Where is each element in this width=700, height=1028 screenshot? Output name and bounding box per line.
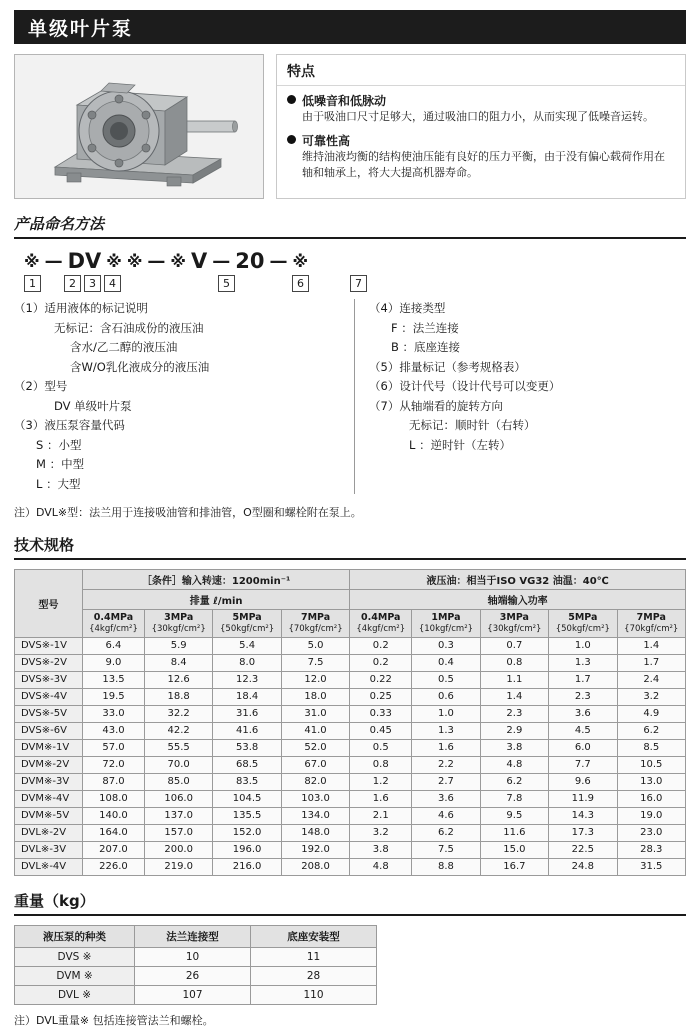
spec-cell-power: 0.3 — [412, 637, 480, 654]
spec-cell-power: 1.2 — [350, 773, 412, 790]
naming-legend — [14, 299, 686, 494]
spec-cell-model: DVM※-1V — [15, 739, 83, 756]
spec-group-conditions: ［条件］输入转速：1200min⁻¹ — [83, 570, 350, 590]
code-marker-2: 2 — [64, 275, 81, 292]
spec-cell-power: 4.8 — [480, 756, 548, 773]
spec-cell-flow: 32.2 — [144, 705, 212, 722]
code-marker-7: 7 — [350, 275, 367, 292]
spec-cell-power: 7.8 — [480, 790, 548, 807]
weight-col-base: 底座安装型 — [251, 925, 377, 947]
spec-table-body — [15, 637, 686, 875]
spec-cell-power: 1.3 — [412, 722, 480, 739]
spec-cell-power: 1.7 — [549, 671, 617, 688]
spec-cell-power: 0.5 — [412, 671, 480, 688]
spec-cell-power: 10.5 — [617, 756, 685, 773]
spec-cell-power: 9.5 — [480, 807, 548, 824]
spec-cell-power: 19.0 — [617, 807, 685, 824]
spec-cell-model: DVS※-2V — [15, 654, 83, 671]
weight-cell-kind: DVS ※ — [15, 947, 135, 966]
table-row — [15, 637, 686, 654]
legend-line: 含W/O乳化液成分的液压油 — [70, 359, 210, 374]
table-row — [15, 947, 377, 966]
code-token: 20 — [235, 249, 265, 273]
table-row — [15, 722, 686, 739]
spec-cell-flow: 53.8 — [213, 739, 281, 756]
spec-cell-flow: 9.0 — [83, 654, 145, 671]
spec-header-row-group — [15, 570, 686, 590]
legend-line: 无标记：顺时针（右转） — [409, 418, 536, 433]
spec-cell-flow: 108.0 — [83, 790, 145, 807]
spec-cell-flow: 67.0 — [281, 756, 349, 773]
spec-cell-flow: 106.0 — [144, 790, 212, 807]
spec-cell-power: 0.6 — [412, 688, 480, 705]
code-token: — — [212, 250, 231, 272]
spec-cell-power: 4.6 — [412, 807, 480, 824]
table-row — [15, 807, 686, 824]
spec-cell-power: 2.2 — [412, 756, 480, 773]
feature-title: 可靠性高 — [302, 133, 351, 148]
weight-cell-kind: DVM ※ — [15, 966, 135, 985]
spec-group-oil: 液压油：相当于ISO VG32 油温：40℃ — [350, 570, 686, 590]
naming-code — [14, 249, 686, 293]
spec-cell-flow: 18.0 — [281, 688, 349, 705]
spec-cell-model: DVM※-5V — [15, 807, 83, 824]
table-row — [15, 824, 686, 841]
code-marker-5: 5 — [218, 275, 235, 292]
feature-item — [287, 132, 675, 182]
weight-table-body — [15, 947, 377, 1004]
spec-cell-power: 7.7 — [549, 756, 617, 773]
spec-cell-power: 0.5 — [350, 739, 412, 756]
spec-cell-model: DVS※-4V — [15, 688, 83, 705]
table-row — [15, 966, 377, 985]
weight-cell-flange: 26 — [135, 966, 251, 985]
spec-cell-flow: 18.4 — [213, 688, 281, 705]
spec-cell-model: DVM※-2V — [15, 756, 83, 773]
spec-cell-flow: 57.0 — [83, 739, 145, 756]
spec-cell-power: 7.5 — [412, 841, 480, 858]
weight-cell-base: 110 — [251, 985, 377, 1004]
table-row — [15, 858, 686, 875]
spec-cell-flow: 31.0 — [281, 705, 349, 722]
spec-cell-power: 23.0 — [617, 824, 685, 841]
naming-legend-right — [354, 299, 686, 494]
spec-col-power-4: 5MPa {50kgf/cm²} — [549, 610, 617, 638]
naming-code-row — [14, 249, 686, 273]
table-row — [15, 671, 686, 688]
spec-col-flow-2: 3MPa {30kgf/cm²} — [144, 610, 212, 638]
spec-cell-power: 1.6 — [350, 790, 412, 807]
spec-cell-model: DVL※-4V — [15, 858, 83, 875]
spec-cell-flow: 6.4 — [83, 637, 145, 654]
spec-cell-flow: 68.5 — [213, 756, 281, 773]
spec-cell-flow: 12.6 — [144, 671, 212, 688]
spec-cell-power: 14.3 — [549, 807, 617, 824]
legend-line: （4）连接类型 — [369, 301, 446, 315]
spec-cell-flow: 5.9 — [144, 637, 212, 654]
code-token: ※ — [292, 251, 308, 271]
spec-cell-power: 31.5 — [617, 858, 685, 875]
spec-cell-power: 11.6 — [480, 824, 548, 841]
weight-note: 注）DVL重量※ 包括连接管法兰和螺栓。 — [14, 1013, 214, 1027]
table-row — [15, 739, 686, 756]
spec-cell-power: 3.2 — [350, 824, 412, 841]
spec-cell-power: 16.0 — [617, 790, 685, 807]
spec-cell-flow: 82.0 — [281, 773, 349, 790]
spec-cell-flow: 196.0 — [213, 841, 281, 858]
legend-line: L ：逆时针（左转） — [409, 437, 512, 452]
spec-cell-power: 1.1 — [480, 671, 548, 688]
code-token: V — [190, 249, 208, 273]
spec-cell-power: 16.7 — [480, 858, 548, 875]
spec-cell-flow: 148.0 — [281, 824, 349, 841]
spec-cell-flow: 135.5 — [213, 807, 281, 824]
spec-cell-model: DVS※-5V — [15, 705, 83, 722]
spec-cell-model: DVM※-3V — [15, 773, 83, 790]
product-photo — [14, 54, 264, 199]
spec-cell-flow: 104.5 — [213, 790, 281, 807]
spec-cell-flow: 5.4 — [213, 637, 281, 654]
legend-line: B ：底座连接 — [391, 340, 461, 355]
spec-cell-power: 3.6 — [549, 705, 617, 722]
weight-col-flange: 法兰连接型 — [135, 925, 251, 947]
table-row — [15, 985, 377, 1004]
spec-cell-power: 11.9 — [549, 790, 617, 807]
spec-cell-power: 0.2 — [350, 654, 412, 671]
spec-cell-flow: 5.0 — [281, 637, 349, 654]
spec-cell-power: 1.0 — [549, 637, 617, 654]
spec-cell-power: 3.2 — [617, 688, 685, 705]
spec-cell-flow: 55.5 — [144, 739, 212, 756]
spec-cell-power: 17.3 — [549, 824, 617, 841]
spec-cell-flow: 70.0 — [144, 756, 212, 773]
spec-cell-flow: 72.0 — [83, 756, 145, 773]
intro-section — [14, 54, 686, 199]
code-marker-1: 1 — [24, 275, 41, 292]
spec-cell-power: 22.5 — [549, 841, 617, 858]
code-token: ※ — [106, 251, 122, 271]
weight-cell-flange: 10 — [135, 947, 251, 966]
page-root — [0, 10, 700, 1027]
page-title: 单级叶片泵 — [14, 10, 686, 44]
table-row — [15, 790, 686, 807]
legend-line: （3）液压泵容量代码 — [14, 418, 125, 433]
features-panel — [276, 54, 686, 199]
pump-illustration — [15, 55, 264, 199]
spec-cell-power: 15.0 — [480, 841, 548, 858]
legend-line: （1）适用液体的标记说明 — [14, 301, 148, 315]
table-row — [15, 756, 686, 773]
spec-cell-power: 9.6 — [549, 773, 617, 790]
spec-cell-power: 6.2 — [480, 773, 548, 790]
spec-cell-flow: 85.0 — [144, 773, 212, 790]
spec-col-model: 型号 — [15, 570, 83, 638]
spec-cell-flow: 43.0 — [83, 722, 145, 739]
weight-cell-base: 28 — [251, 966, 377, 985]
spec-header-row-pressure — [15, 610, 686, 638]
spec-cell-power: 3.6 — [412, 790, 480, 807]
spec-cell-flow: 31.6 — [213, 705, 281, 722]
spec-cell-model: DVS※-6V — [15, 722, 83, 739]
spec-cell-power: 1.3 — [549, 654, 617, 671]
spec-cell-flow: 157.0 — [144, 824, 212, 841]
spec-cell-flow: 103.0 — [281, 790, 349, 807]
spec-cell-flow: 8.0 — [213, 654, 281, 671]
code-token: DV — [67, 249, 102, 273]
legend-line: 含水/乙二醇的液压油 — [70, 340, 178, 355]
spec-cell-power: 6.2 — [617, 722, 685, 739]
spec-cell-flow: 12.3 — [213, 671, 281, 688]
code-token: ※ — [170, 251, 186, 271]
spec-cell-power: 0.4 — [412, 654, 480, 671]
spec-col-flow-3: 5MPa {50kgf/cm²} — [213, 610, 281, 638]
legend-line: L ：大型 — [36, 476, 81, 491]
spec-cell-flow: 33.0 — [83, 705, 145, 722]
spec-cell-flow: 52.0 — [281, 739, 349, 756]
bullet-icon — [287, 95, 296, 104]
spec-cell-power: 0.45 — [350, 722, 412, 739]
spec-cell-power: 6.0 — [549, 739, 617, 756]
spec-cell-flow: 41.6 — [213, 722, 281, 739]
spec-cell-power: 24.8 — [549, 858, 617, 875]
spec-cell-power: 1.6 — [412, 739, 480, 756]
spec-col-power-2: 1MPa {10kgf/cm²} — [412, 610, 480, 638]
legend-line: M ：中型 — [36, 457, 85, 472]
spec-cell-power: 4.5 — [549, 722, 617, 739]
spec-cell-power: 0.22 — [350, 671, 412, 688]
spec-cell-flow: 13.5 — [83, 671, 145, 688]
spec-cell-model: DVM※-4V — [15, 790, 83, 807]
spec-col-power-3: 3MPa {30kgf/cm²} — [480, 610, 548, 638]
spec-cell-power: 0.33 — [350, 705, 412, 722]
spec-cell-model: DVS※-1V — [15, 637, 83, 654]
features-heading: 特点 — [277, 55, 685, 86]
spec-cell-flow: 134.0 — [281, 807, 349, 824]
legend-line: DV 单级叶片泵 — [54, 398, 132, 413]
table-row — [15, 773, 686, 790]
spec-col-flow-1: 0.4MPa {4kgf/cm²} — [83, 610, 145, 638]
legend-line: S ：小型 — [36, 437, 82, 452]
code-token: ※ — [126, 251, 143, 271]
spec-cell-power: 0.7 — [480, 637, 548, 654]
legend-line: 无标记：含石油成份的液压油 — [54, 320, 204, 335]
spec-heading: 技术规格 — [14, 534, 686, 560]
weight-table — [14, 925, 377, 1005]
spec-cell-power: 2.4 — [617, 671, 685, 688]
feature-title: 低噪音和低脉动 — [302, 94, 387, 108]
code-marker-6: 6 — [292, 275, 309, 292]
spec-cell-power: 28.3 — [617, 841, 685, 858]
spec-cell-flow: 200.0 — [144, 841, 212, 858]
spec-cell-power: 1.4 — [480, 688, 548, 705]
spec-cell-power: 2.7 — [412, 773, 480, 790]
code-token: ※ — [24, 251, 40, 271]
spec-cell-power: 0.25 — [350, 688, 412, 705]
spec-col-flow-4: 7MPa {70kgf/cm²} — [281, 610, 349, 638]
spec-cell-flow: 207.0 — [83, 841, 145, 858]
spec-cell-power: 2.3 — [549, 688, 617, 705]
naming-note: 注）DVL※型：法兰用于连接吸油管和排油管，O型圈和螺栓附在泵上。 — [14, 506, 362, 520]
spec-cell-flow: 42.2 — [144, 722, 212, 739]
spec-cell-flow: 226.0 — [83, 858, 145, 875]
spec-header-row-measure — [15, 590, 686, 610]
spec-cell-model: DVS※-3V — [15, 671, 83, 688]
spec-cell-flow: 140.0 — [83, 807, 145, 824]
naming-legend-left — [14, 299, 354, 494]
spec-cell-flow: 216.0 — [213, 858, 281, 875]
code-token: — — [147, 250, 166, 272]
spec-cell-power: 3.8 — [350, 841, 412, 858]
bullet-icon — [287, 135, 296, 144]
spec-group-flow: 排量 ℓ/min — [83, 590, 350, 610]
spec-col-power-5: 7MPa {70kgf/cm²} — [617, 610, 685, 638]
spec-cell-power: 8.8 — [412, 858, 480, 875]
spec-cell-power: 4.9 — [617, 705, 685, 722]
spec-cell-flow: 12.0 — [281, 671, 349, 688]
weight-heading: 重量（kg） — [14, 890, 686, 916]
feature-title-row — [287, 92, 675, 109]
spec-cell-flow: 137.0 — [144, 807, 212, 824]
spec-cell-power: 2.3 — [480, 705, 548, 722]
table-row — [15, 654, 686, 671]
spec-cell-power: 6.2 — [412, 824, 480, 841]
spec-cell-power: 3.8 — [480, 739, 548, 756]
legend-line: F ：法兰连接 — [391, 320, 459, 335]
weight-header-row — [15, 925, 377, 947]
spec-cell-flow: 192.0 — [281, 841, 349, 858]
spec-cell-power: 0.2 — [350, 637, 412, 654]
table-row — [15, 841, 686, 858]
spec-cell-power: 1.0 — [412, 705, 480, 722]
spec-cell-power: 1.7 — [617, 654, 685, 671]
code-marker-3: 3 — [84, 275, 101, 292]
spec-group-power: 轴端输入功率 — [350, 590, 686, 610]
spec-cell-power: 2.9 — [480, 722, 548, 739]
feature-title-row — [287, 132, 675, 149]
spec-cell-flow: 219.0 — [144, 858, 212, 875]
code-marker-4: 4 — [104, 275, 121, 292]
spec-cell-power: 0.8 — [350, 756, 412, 773]
naming-heading: 产品命名方法 — [14, 213, 686, 239]
spec-cell-model: DVL※-2V — [15, 824, 83, 841]
spec-col-power-1: 0.4MPa {4kgf/cm²} — [350, 610, 412, 638]
table-row — [15, 705, 686, 722]
legend-line: （7）从轴端看的旋转方向 — [369, 398, 503, 413]
features-list — [277, 86, 685, 196]
weight-cell-kind: DVL ※ — [15, 985, 135, 1004]
legend-line: （2）型号 — [14, 379, 68, 394]
code-token: — — [44, 250, 63, 272]
weight-col-kind: 液压泵的种类 — [15, 925, 135, 947]
spec-table — [14, 569, 686, 876]
spec-cell-flow: 41.0 — [281, 722, 349, 739]
weight-cell-flange: 107 — [135, 985, 251, 1004]
legend-line: （5）排量标记（参考规格表） — [369, 359, 526, 374]
weight-cell-base: 11 — [251, 947, 377, 966]
spec-cell-flow: 87.0 — [83, 773, 145, 790]
spec-cell-flow: 18.8 — [144, 688, 212, 705]
spec-cell-flow: 19.5 — [83, 688, 145, 705]
spec-cell-flow: 8.4 — [144, 654, 212, 671]
spec-cell-power: 2.1 — [350, 807, 412, 824]
spec-cell-model: DVL※-3V — [15, 841, 83, 858]
spec-cell-power: 13.0 — [617, 773, 685, 790]
legend-line: （6）设计代号（设计代号可以变更） — [369, 379, 561, 394]
spec-cell-flow: 208.0 — [281, 858, 349, 875]
feature-description: 由于吸油口尺寸足够大，通过吸油口的阻力小，从而实现了低噪音运转。 — [302, 110, 654, 123]
code-token: — — [269, 250, 288, 272]
spec-cell-flow: 7.5 — [281, 654, 349, 671]
spec-cell-power: 1.4 — [617, 637, 685, 654]
spec-cell-power: 8.5 — [617, 739, 685, 756]
spec-cell-flow: 83.5 — [213, 773, 281, 790]
spec-cell-power: 0.8 — [480, 654, 548, 671]
spec-cell-flow: 164.0 — [83, 824, 145, 841]
spec-cell-power: 4.8 — [350, 858, 412, 875]
feature-description: 维持油液均衡的结构使油压能有良好的压力平衡，由于没有偏心载荷作用在轴和轴承上，将大大提高机器寿命。 — [302, 149, 665, 179]
spec-cell-flow: 152.0 — [213, 824, 281, 841]
feature-item — [287, 92, 675, 126]
table-row — [15, 688, 686, 705]
